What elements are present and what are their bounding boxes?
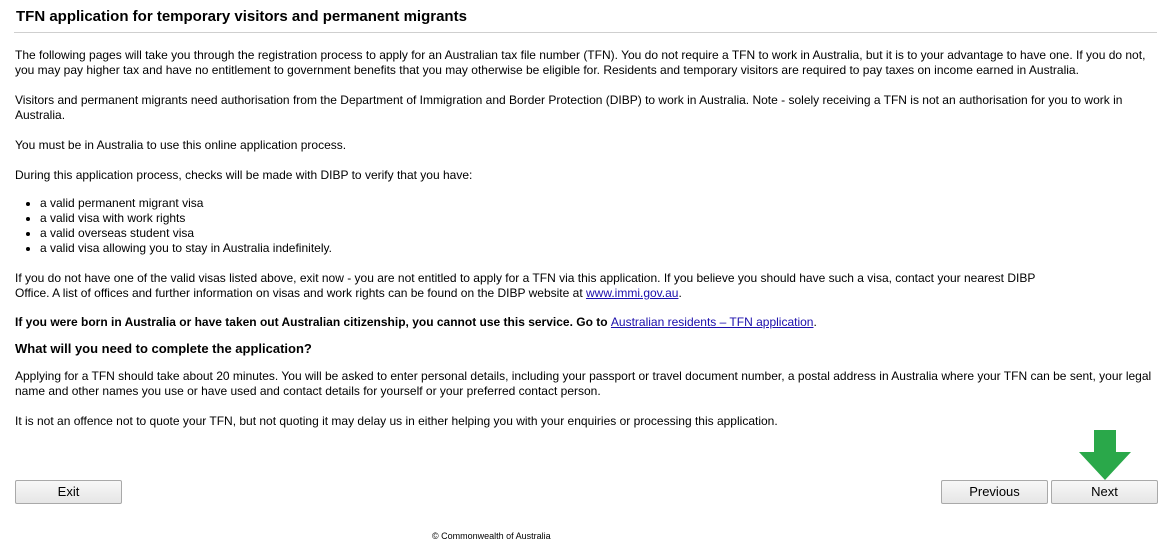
list-item: • a valid overseas student visa — [40, 226, 1158, 241]
visa-check-list — [15, 196, 1158, 256]
requirements-paragraph-1: Applying for a TFN should take about 20 minutes. You will be asked to enter personal details, including your passport or travel document number, a postal address in Australia where your TFN can be sent, your legal name and other names you use or have used and contact details for yourself or your preferred contact person. — [15, 369, 1152, 398]
residents-paragraph — [15, 315, 1158, 330]
no-visa-end: . — [678, 286, 682, 300]
no-visa-text: If you do not have one of the valid visas listed above, exit now - you are not entitled to apply for a TFN via this application. If you believe you should have such a visa, contact your nearest DIBP Office. A list of offices and further information on visas and work rights can be found on the DIBP website at — [15, 271, 1036, 300]
list-item: • a valid visa with work rights — [40, 211, 1158, 226]
australian-residents-link[interactable]: Australian residents – TFN application — [610, 315, 814, 329]
intro-paragraph-1: The following pages will take you through the registration process to apply for an Australian tax file number (TFN). You do not require a TFN to work in Australia, but it is to your advantage to have one. If you do not, you may pay higher tax and have no entitlement to government benefits that you may otherwise be eligible for. Residents and temporary visitors are required to pay taxes on income earned in Australia. — [15, 48, 1146, 77]
requirements-paragraph-2: It is not an offence not to quote your TFN, but not quoting it may delay us in either helping you with your enquiries or processing this application. — [15, 414, 778, 428]
down-arrow-icon — [1079, 430, 1131, 480]
next-button[interactable]: Next — [1051, 480, 1158, 504]
requirements-heading: What will you need to complete the application? — [15, 341, 312, 356]
copyright-footer: © Commonwealth of Australia — [432, 531, 551, 541]
residents-end: . — [813, 315, 817, 329]
main-content — [15, 48, 1158, 444]
previous-button[interactable]: Previous — [941, 480, 1048, 504]
title-divider — [14, 32, 1157, 33]
intro-paragraph-4: During this application process, checks will be made with DIBP to verify that you have: — [15, 168, 473, 182]
exit-button[interactable]: Exit — [15, 480, 122, 504]
no-visa-paragraph — [15, 271, 1045, 301]
page-title: TFN application for temporary visitors and permanent migrants — [16, 8, 467, 25]
intro-paragraph-2: Visitors and permanent migrants need authorisation from the Department of Immigration and Border Protection (DIBP) to work in Australia. Note - solely receiving a TFN is not an authorisation for you to work in Australia. — [15, 93, 1123, 122]
list-item: • a valid visa allowing you to stay in Australia indefinitely. — [40, 241, 1158, 256]
residents-goto: Go to — [572, 315, 611, 329]
down-arrow-shape — [1079, 430, 1131, 480]
list-item: • a valid permanent migrant visa — [40, 196, 1158, 211]
residents-warning: If you were born in Australia or have taken out Australian citizenship, you cannot use this service. — [15, 315, 573, 329]
intro-paragraph-3: You must be in Australia to use this online application process. — [15, 138, 347, 152]
immi-website-link[interactable]: www.immi.gov.au — [585, 286, 679, 300]
